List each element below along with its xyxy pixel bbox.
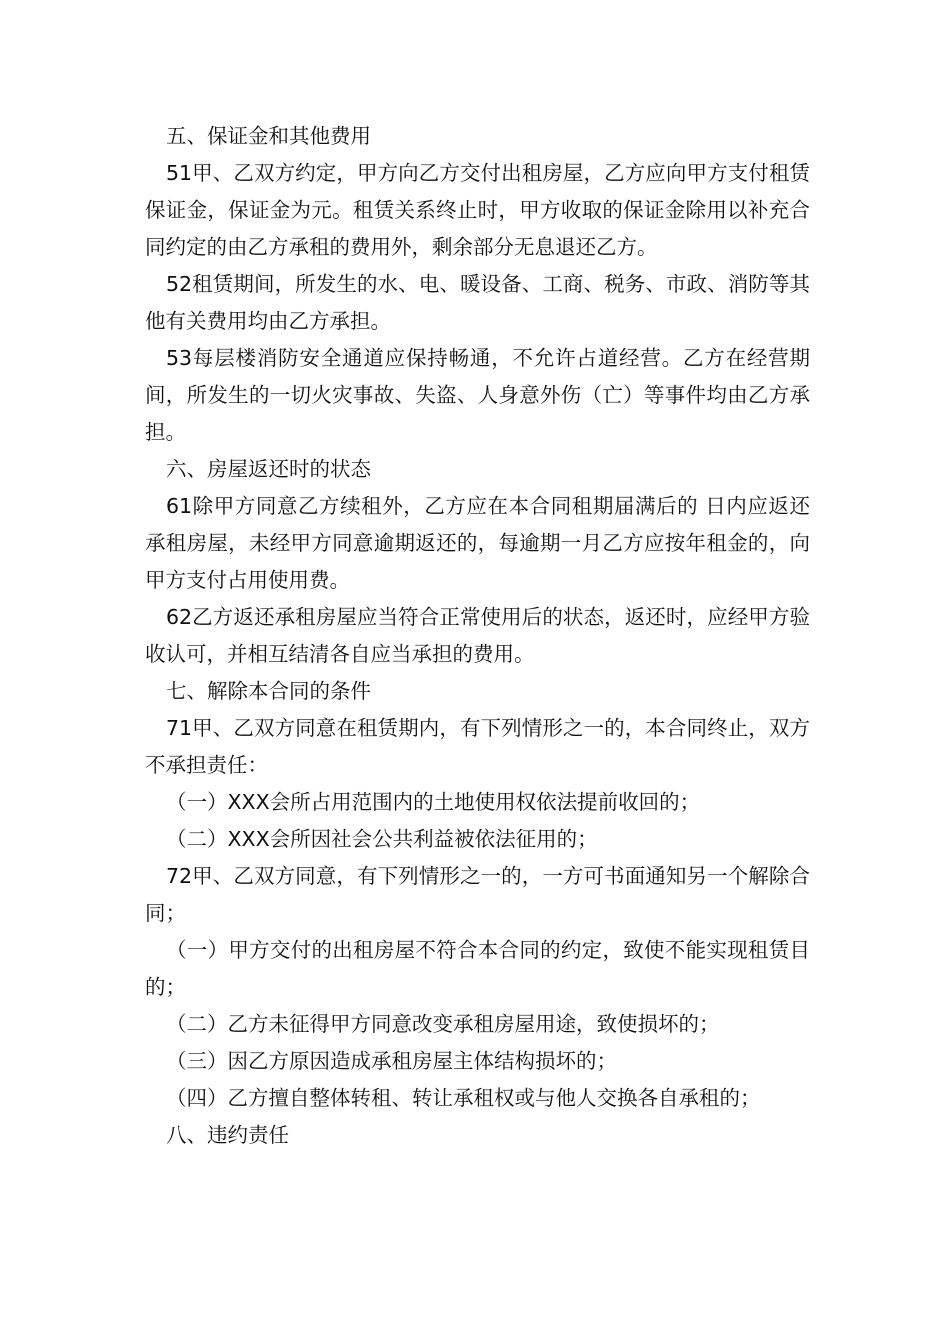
clause-5-3: 53每层楼消防安全通道应保持畅通，不允许占道经营。乙方在经营期间，所发生的一切火灾事故、失盗、人身意外伤（亡）等事件均由乙方承担。: [145, 346, 810, 444]
clause-7-1: 71甲、乙双方同意在租赁期内，有下列情形之一的，本合同终止，双方不承担责任：: [145, 716, 810, 777]
clause-7-2-item-3: （三）因乙方原因造成承租房屋主体结构损坏的；: [166, 1049, 617, 1073]
clause-6-1: 61除甲方同意乙方续租外，乙方应在本合同租期届满后的 日内应返还承租房屋，未经甲方同意逾期返还的，每逾期一月乙方应按年租金的，向甲方支付占用使用费。: [145, 494, 810, 592]
clause-7-2-item-2: （二）乙方未征得甲方同意改变承租房屋用途，致使损坏的；: [166, 1012, 720, 1036]
clause-7-2-item-1: （一）甲方交付的出租房屋不符合本合同的约定，致使不能实现租赁目的；: [145, 938, 810, 999]
document-body: [145, 118, 810, 1154]
clause-5-1: 51甲、乙双方约定，甲方向乙方交付出租房屋，乙方应向甲方支付租赁保证金，保证金为元。租赁关系终止时，甲方收取的保证金除用以补充合同约定的由乙方承租的费用外，剩余部分无息退还乙方。: [145, 161, 810, 259]
clause-5-2: 52租赁期间，所发生的水、电、暖设备、工商、税务、市政、消防等其他有关费用均由乙方承担。: [145, 272, 810, 333]
section-heading-deposit: 五、保证金和其他费用: [166, 124, 371, 148]
clause-7-1-item-1: （一）XXX会所占用范围内的土地使用权依法提前收回的；: [166, 790, 701, 814]
clause-6-2: 62乙方返还承租房屋应当符合正常使用后的状态，返还时，应经甲方验收认可，并相互结清各自应当承担的费用。: [145, 605, 810, 666]
section-heading-return-state: 六、房屋返还时的状态: [166, 457, 371, 481]
section-heading-termination: 七、解除本合同的条件: [166, 679, 371, 703]
clause-7-2-item-4: （四）乙方擅自整体转租、转让承租权或与他人交换各自承租的；: [166, 1086, 761, 1110]
section-heading-liability: 八、违约责任: [166, 1123, 289, 1147]
clause-7-1-item-2: （二）XXX会所因社会公共利益被依法征用的；: [166, 827, 598, 851]
clause-7-2: 72甲、乙双方同意，有下列情形之一的，一方可书面通知另一个解除合同；: [145, 864, 810, 925]
